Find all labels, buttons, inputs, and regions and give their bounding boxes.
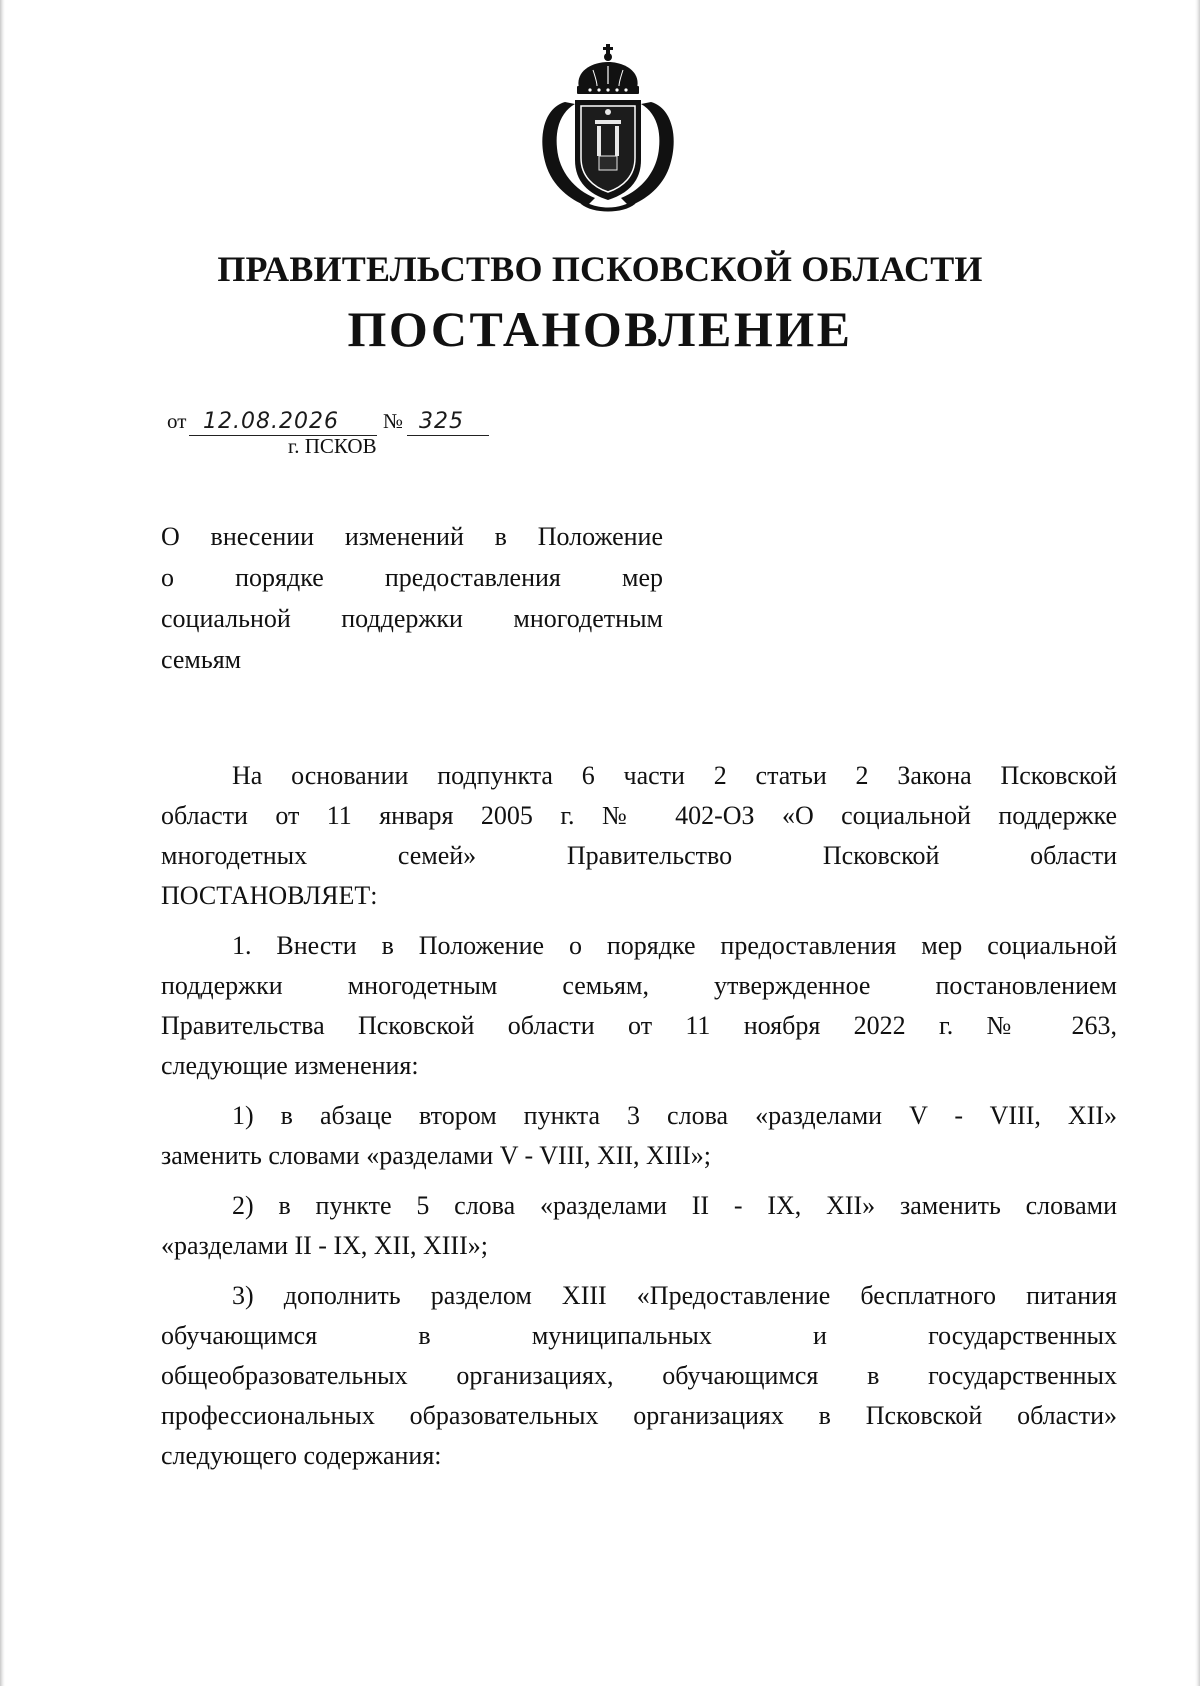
date-number-line (167, 408, 527, 436)
body-line: 1. Внести в Положение о порядке предоставления мер социальной (232, 931, 1117, 960)
coat-of-arms-icon (535, 44, 681, 214)
body-line: «разделами II - IX, XII, XIII»; (161, 1231, 488, 1260)
date-value: 12.08.2026 (203, 409, 339, 434)
body-line: поддержки многодетным семьям, утвержденное постановлением (161, 971, 1117, 1000)
body-line: заменить словами «разделами V - VIII, XII, XIII»; (161, 1141, 712, 1170)
body-line: На основании подпункта 6 части 2 статьи 2 Закона Псковской (232, 761, 1117, 790)
subject-line: О внесении изменений в Положение (161, 522, 663, 551)
number-value: 325 (419, 409, 464, 434)
number-underline (407, 435, 489, 436)
body-line: профессиональных образовательных организациях в Псковской области» (161, 1401, 1117, 1430)
body-line: общеобразовательных организациях, обучающимся в государственных (161, 1361, 1117, 1390)
body-line: 1) в абзаце втором пункта 3 слова «разделами V - VIII, XII» (232, 1101, 1117, 1130)
body-line: Правительства Псковской области от 11 ноября 2022 г. № 263, (161, 1011, 1117, 1040)
body-line: следующего содержания: (161, 1441, 442, 1470)
body-line: следующие изменения: (161, 1051, 419, 1080)
subject-line: семьям (161, 645, 242, 674)
body-line: многодетных семей» Правительство Псковской области (161, 841, 1117, 870)
body-line: ПОСТАНОВЛЯЕТ: (161, 881, 378, 910)
body-line: 3) дополнить разделом XIII «Предоставление бесплатного питания (232, 1281, 1117, 1310)
city-label: г. ПСКОВ (288, 434, 377, 458)
subject-line: о порядке предоставления мер (161, 563, 663, 592)
subject-line: социальной поддержки многодетным (161, 604, 663, 633)
document-subject (161, 516, 663, 680)
body-line: 2) в пункте 5 слова «разделами II - IX, XII» заменить словами (232, 1191, 1117, 1220)
document-body (161, 756, 1117, 1476)
date-label: от (167, 409, 187, 433)
number-label: № (383, 409, 404, 433)
body-line: обучающимся в муниципальных и государственных (161, 1321, 1117, 1350)
document-type-title: ПОСТАНОВЛЕНИЕ (347, 301, 853, 357)
organization-title: ПРАВИТЕЛЬСТВО ПСКОВСКОЙ ОБЛАСТИ (217, 249, 983, 289)
body-line: области от 11 января 2005 г. № 402-ОЗ «О социальной поддержке (161, 801, 1117, 830)
